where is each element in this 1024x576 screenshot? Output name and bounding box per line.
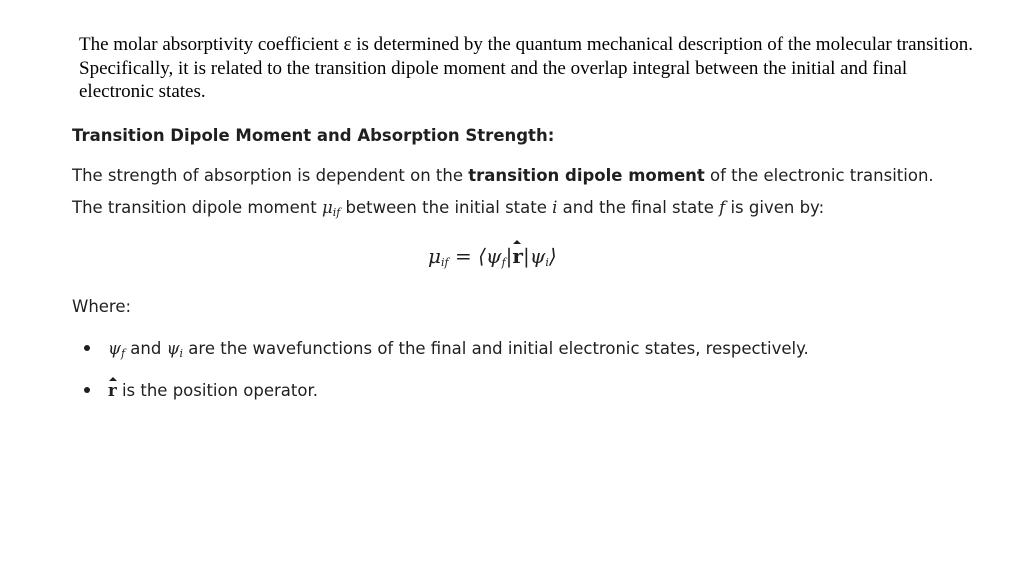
eq-r-hat: r: [512, 244, 523, 268]
line2-a: The transition dipole moment: [72, 198, 322, 217]
eq-psi-i: ψ: [529, 244, 546, 268]
bullet-icon: [84, 345, 90, 351]
mu-subscript: if: [332, 206, 341, 219]
intro-paragraph: The molar absorptivity coefficient ε is determined by the quantum mechanical description of the molecular transition. Specifically, it is related to the transition dipole moment and the overlap integral between the initial and final electronic states.: [79, 34, 974, 102]
list-item: [84, 381, 318, 400]
eq-equals: = ⟨: [448, 244, 486, 268]
eq-close: ⟩: [548, 244, 557, 268]
list-item: [84, 339, 809, 360]
f-symbol: f: [719, 198, 726, 217]
line1-bold: transition dipole moment: [468, 166, 705, 185]
b1-psi-i: ψ: [166, 339, 180, 358]
eq-psi-i-sub: i: [545, 256, 549, 269]
b1-and: and: [125, 339, 167, 358]
line1-pre: The strength of absorption is dependent on the: [72, 166, 469, 185]
section-heading: Transition Dipole Moment and Absorption Strength:: [72, 126, 555, 145]
eq-psi-f-sub: f: [501, 256, 506, 269]
absorption-strength-line: [72, 166, 934, 185]
dipole-moment-line: [72, 198, 824, 219]
b2-r-hat: r: [108, 381, 117, 400]
line2-d: is given by:: [725, 198, 825, 217]
eq-bar-2: |: [522, 244, 530, 268]
b2-rest: is the position operator.: [116, 381, 318, 400]
eq-mu: μ: [428, 244, 441, 268]
dipole-equation: [428, 244, 557, 269]
b1-rest: are the wavefunctions of the final and initial electronic states, respectively.: [183, 339, 809, 358]
line2-c: and the final state: [557, 198, 720, 217]
eq-psi-f: ψ: [485, 244, 502, 268]
line1-post: of the electronic transition.: [704, 166, 934, 185]
where-label: Where:: [72, 297, 132, 316]
b1-psi-f-sub: f: [120, 347, 126, 360]
bullet-icon: [84, 387, 90, 393]
b1-psi-f: ψ: [108, 339, 121, 358]
eq-mu-sub: if: [441, 256, 449, 269]
line2-b: between the initial state: [340, 198, 553, 217]
b1-psi-i-sub: i: [179, 347, 184, 360]
i-symbol: i: [552, 198, 558, 217]
eq-bar-1: |: [505, 244, 513, 268]
mu-symbol: μ: [321, 198, 333, 217]
